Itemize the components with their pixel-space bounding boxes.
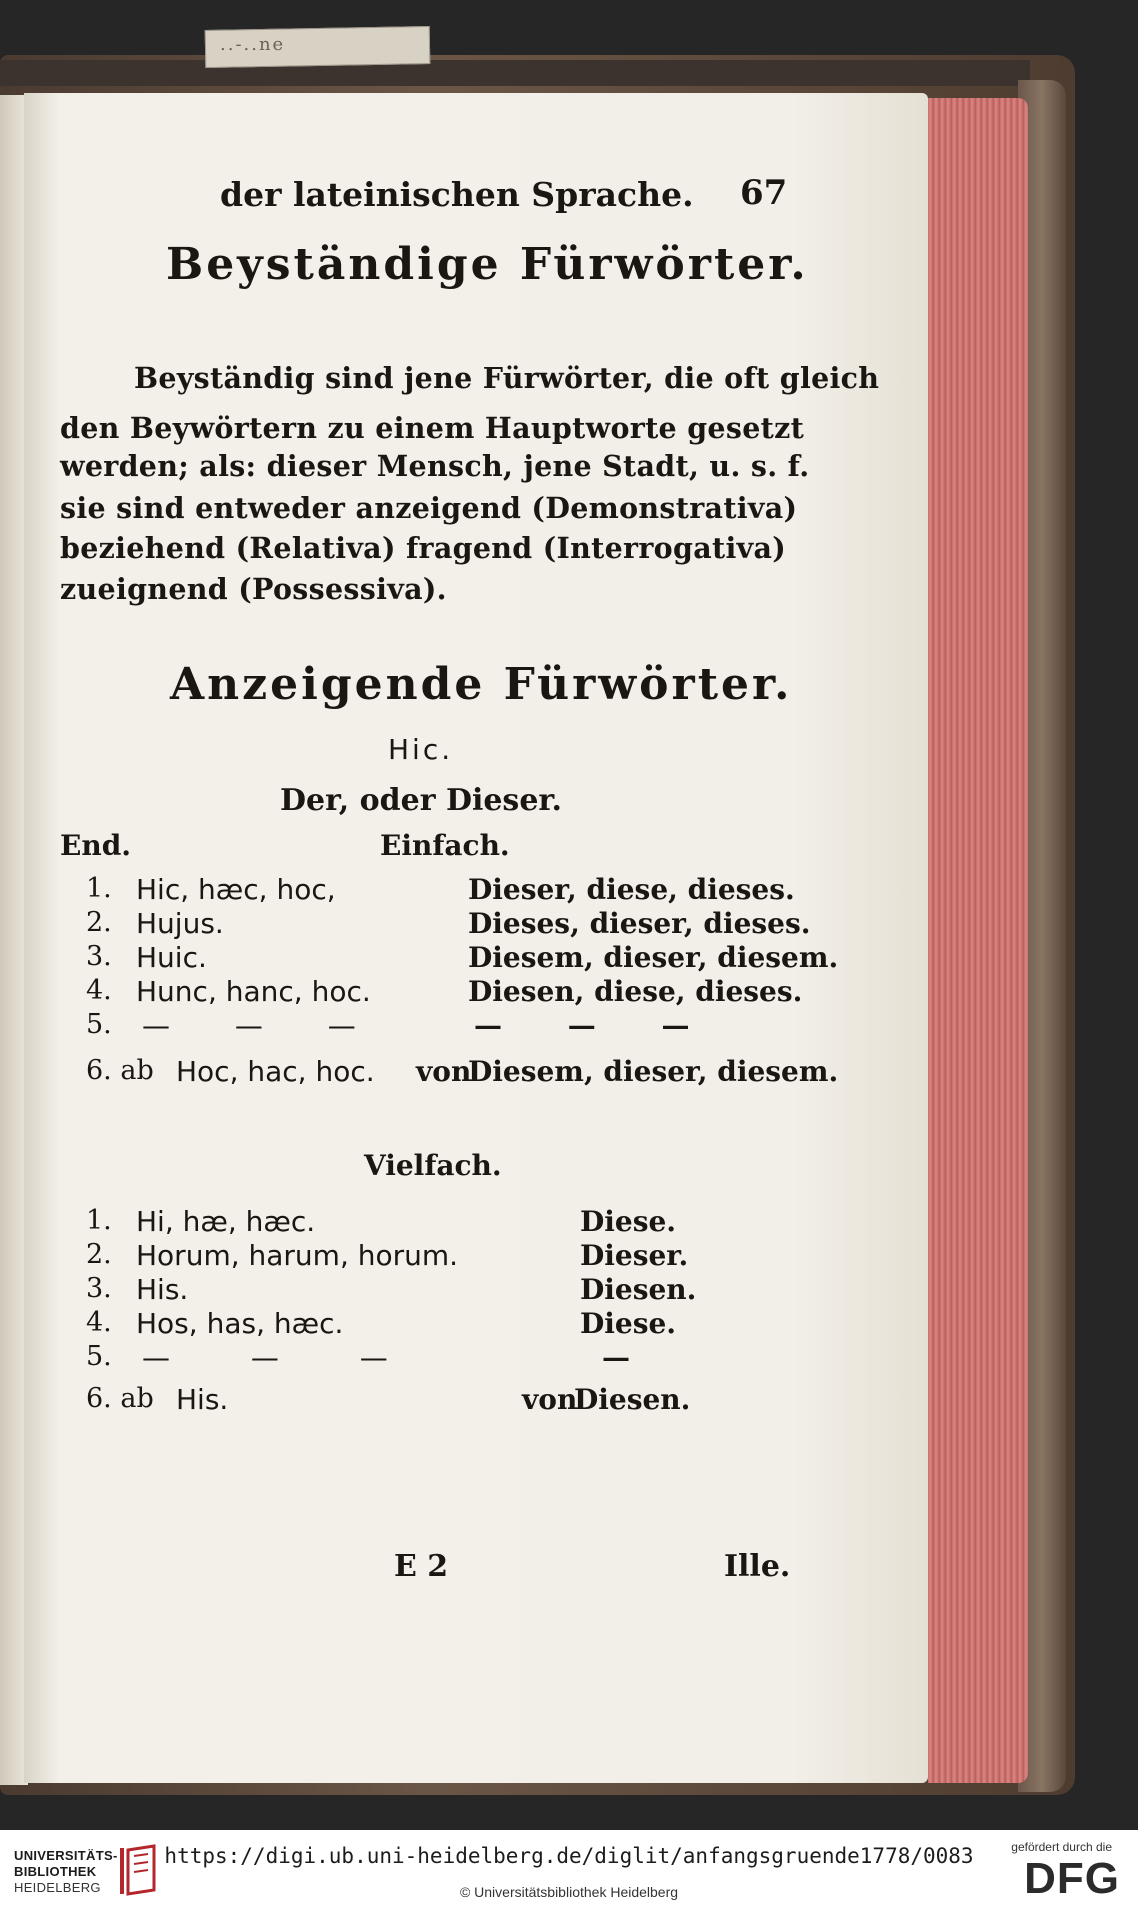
plural-latin: His. [136,1273,189,1306]
singular-german: Diesem, dieser, diesem. [468,941,839,974]
plural-german: Diese. [580,1307,677,1340]
singular-german: Diesem, dieser, diesem. [468,1055,839,1088]
singular-latin: Hic, hæc, hoc, [136,873,336,906]
paragraph-line-5: beziehend (Relativa) fragend (Interrogativa) [60,531,786,565]
plural-latin: Hi, hæ, hæc. [136,1205,316,1238]
plural-prefix: von [522,1383,578,1416]
paragraph-line-3: werden; als: dieser Mensch, jene Stadt, u. s. f. [60,449,810,483]
paragraph-line-4: sie sind entweder anzeigend (Demonstrativa) [60,491,798,525]
plural-label: Vielfach. [364,1149,502,1182]
plural-latin: Hos, has, hæc. [136,1307,344,1340]
plural-german: Diesen. [580,1273,697,1306]
library-name-line2: BIBLIOTHEK [14,1864,97,1879]
page-number: 67 [740,173,788,213]
singular-prefix: von [416,1055,472,1088]
catchword: Ille. [724,1549,791,1584]
singular-latin: Huic. [136,941,207,974]
plural-german: — [602,1341,630,1374]
plural-num: 1. [86,1205,112,1236]
singular-latin: Hunc, hanc, hoc. [136,975,371,1008]
library-name-line3: HEIDELBERG [14,1880,101,1895]
singular-num: 4. [86,975,112,1006]
singular-latin: — — — [142,1009,384,1042]
book-page [24,93,928,1783]
singular-latin: Hoc, hac, hoc. [176,1055,375,1088]
singular-num: 1. [86,873,112,904]
plural-latin: His. [176,1383,229,1416]
singular-num: 3. [86,941,112,972]
singular-num: 5. [86,1009,112,1040]
singular-num: 2. [86,907,112,938]
plural-latin: Horum, harum, horum. [136,1239,459,1272]
latin-pronoun: Hic. [388,733,454,766]
plural-german: Diese. [580,1205,677,1238]
plural-latin: — — — [142,1341,424,1374]
copyright-notice: © Universitätsbibliothek Heidelberg [459,1884,679,1900]
end-label: End. [60,829,132,862]
book-spine-top [0,60,1030,86]
plural-num: 3. [86,1273,112,1304]
singular-latin: Hujus. [136,907,224,940]
plural-num: 2. [86,1239,112,1270]
plural-german: Diesen. [574,1383,691,1416]
plural-german: Dieser. [580,1239,689,1272]
section-heading-1: Beyständige Fürwörter. [166,239,809,290]
plural-num: 6. ab [86,1383,154,1414]
paragraph-line-6: zueignend (Possessiva). [60,572,447,606]
signature-mark: E 2 [394,1549,449,1584]
page-edges [928,98,1028,1783]
singular-german: — — — [474,1009,718,1042]
library-name-line1: UNIVERSITÄTS- [14,1848,118,1863]
viewer-footer [0,1830,1138,1913]
singular-num: 6. ab [86,1055,154,1086]
dfg-logo: DFG [1024,1854,1120,1903]
spine-label-text: ..-..ne [220,34,286,55]
plural-num: 4. [86,1307,112,1338]
singular-label: Einfach. [380,829,510,862]
singular-german: Dieses, dieser, dieses. [468,907,811,940]
section-heading-2: Anzeigende Fürwörter. [170,659,793,710]
german-pronoun: Der, oder Dieser. [280,783,562,818]
paragraph-line-2: den Beywörtern zu einem Hauptworte gesetzt [60,411,805,445]
singular-german: Dieser, diese, dieses. [468,873,795,906]
plural-num: 5. [86,1341,112,1372]
funded-by-label: gefördert durch die [1011,1840,1112,1854]
permalink-url[interactable]: https://digi.ub.uni-heidelberg.de/diglit/anfangsgruende1778/0083 [164,1844,974,1868]
paragraph-line-1: Beyständig sind jene Fürwörter, die oft gleich [134,361,880,395]
singular-german: Diesen, diese, dieses. [468,975,803,1008]
running-head-title: der lateinischen Sprache. [220,175,694,214]
